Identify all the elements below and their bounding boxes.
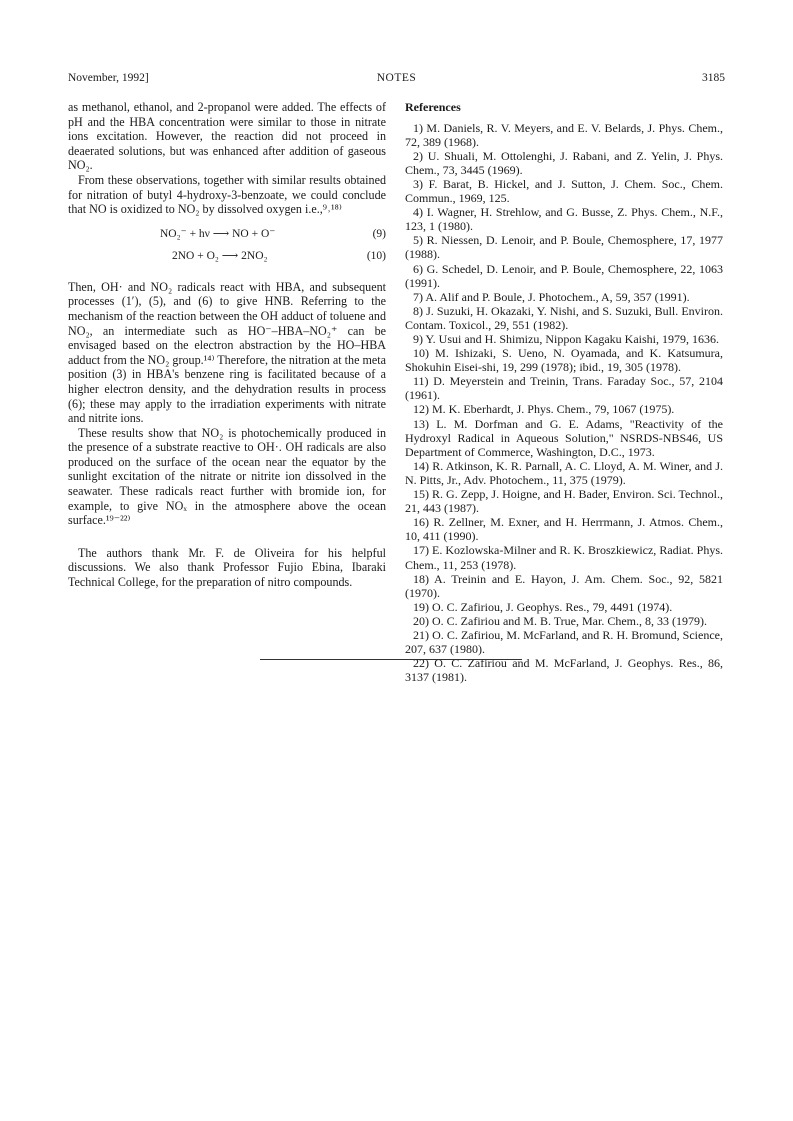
reference-text: 21) O. C. Zafiriou, M. McFarland, and R. H. Bromund, Science, 207, 637 (1980). (405, 627, 723, 657)
equation-10 (68, 249, 386, 271)
reference-item (405, 417, 723, 459)
acknowledgement: The authors thank Mr. F. de Oliveira for his helpful discussions. We also thank Professor Fujio Ebina, Ibaraki Technical College, for the preparation of nitro compounds. (68, 545, 386, 590)
reference-item (405, 614, 723, 628)
reference-text: 14) R. Atkinson, K. R. Parnall, A. C. Lloyd, A. M. Winer, and J. N. Pitts, Jr., Adv. Photochem., 11, 375 (1979). (405, 458, 723, 487)
reference-text: 11) D. Meyerstein and Treinin, Trans. Faraday Soc., 57, 2104 (1961). (405, 374, 723, 403)
reference-item (405, 656, 723, 684)
reference-text: 6) G. Schedel, D. Lenoir, and P. Boule, Chemosphere, 22, 1063 (1991). (405, 261, 723, 290)
equation-9-body: NO₂⁻ + hν ⟶ NO + O⁻ (160, 227, 276, 240)
reference-text: 20) O. C. Zafiriou and M. B. True, Mar. Chem., 8, 33 (1979). (413, 613, 707, 628)
left-column (68, 100, 386, 590)
equation-10-body: 2NO + O₂ ⟶ 2NO₂ (172, 249, 268, 262)
reference-text: 2) U. Shuali, M. Ottolenghi, J. Rabani, and Z. Yelin, J. Phys. Chem., 73, 3445 (1969). (405, 148, 723, 177)
reference-text: 19) O. C. Zafiriou, J. Geophys. Res., 79, 4491 (1974). (413, 599, 673, 614)
journal-date: November, 1992] (68, 72, 149, 84)
reference-item (405, 262, 723, 290)
reference-item (405, 205, 723, 233)
section-title: NOTES (376, 72, 417, 84)
reference-item (405, 600, 723, 614)
paragraph-4: These results show that NO₂ is photochemically produced in the presence of a substrate reactive to OH·. OH radicals are also produced on the surface of the ocean near the equator by the sunlight excitation of the nitrate or nitrite ion dissolved in the seawater. These radicals react further with bromide ion, for example, to give NOₓ in the atmosphere above the ocean surface.¹⁹⁻²²⁾ (68, 425, 386, 528)
reference-item (405, 515, 723, 543)
reference-text: 12) M. K. Eberhardt, J. Phys. Chem., 79, 1067 (1975). (413, 402, 675, 417)
reference-text: 8) J. Suzuki, H. Okazaki, Y. Nishi, and S. Suzuki, Bull. Environ. Contam. Toxicol., 29, 551 (1982). (405, 303, 723, 332)
reference-text: 16) R. Zellner, M. Exner, and H. Herrmann, J. Atmos. Chem., 10, 411 (1990). (405, 515, 723, 544)
reference-item (405, 402, 723, 416)
reference-item (405, 346, 723, 374)
reference-text: 9) Y. Usui and H. Shimizu, Nippon Kagaku Kaishi, 1979, 1636. (413, 332, 719, 346)
reference-text: 18) A. Treinin and E. Hayon, J. Am. Chem. Soc., 92, 5821 (1970). (405, 571, 723, 600)
reference-item (405, 628, 723, 656)
reference-item (405, 543, 723, 571)
reference-item (405, 304, 723, 332)
reference-text: 1) M. Daniels, R. V. Meyers, and E. V. Belards, J. Phys. Chem., 72, 389 (1968). (405, 120, 723, 149)
page-number: 3185 (702, 72, 725, 84)
references-heading: References (405, 100, 461, 114)
references-column (405, 100, 723, 684)
reference-text: 17) E. Kozlowska-Milner and R. K. Broszkiewicz, Radiat. Phys. Chem., 11, 253 (1978). (405, 543, 723, 572)
reference-text: 15) R. G. Zepp, J. Hoigne, and H. Bader, Environ. Sci. Technol., 21, 443 (1987). (405, 487, 723, 516)
equation-10-number: (10) (366, 249, 386, 262)
paragraph-2: From these observations, together with similar results obtained for nitration of butyl 4-hydroxy-3-benzoate, we could conclude that NO is oxidized to NO₂ by dissolved oxygen i.e.,⁹˒¹⁸⁾ (68, 172, 386, 217)
equation-9 (68, 227, 386, 249)
paragraph-1: as methanol, ethanol, and 2-propanol were added. The effects of pH and the HBA concentration were similar to those in nitrate ions excitation. However, the reaction did not proceed in deaerated solutions, but was enhanced after addition of gaseous NO₂. (68, 100, 386, 173)
reference-text: 5) R. Niessen, D. Lenoir, and P. Boule, Chemosphere, 17, 1977 (1988). (405, 233, 723, 262)
paragraph-3: Then, OH· and NO₂ radicals react with HBA, and subsequent processes (1′), (5), and (6) to give HNB. Referring to the mechanism of the reaction between the OH adduct of toluene and NO₂, an intermediate such as HO⁻–HBA–NO₂⁺ can be envisaged based on the electron abstraction by the HO–HBA adduct from the NO₂ group.¹⁴⁾ Therefore, the nitration at the meta position (3) in HBA's benzene ring is facilitated because of a higher electron density, and the dehydration results in process (6); these may apply to the irradiation experiments with nitrate and nitrite ions. (68, 279, 386, 426)
reference-item (405, 572, 723, 600)
reference-item (405, 487, 723, 515)
reference-text: 7) A. Alif and P. Boule, J. Photochem., A, 59, 357 (1991). (413, 289, 690, 304)
reference-item (405, 121, 723, 149)
reference-item (405, 233, 723, 261)
reference-item (405, 374, 723, 402)
reference-text: 22) O. C. Zafiriou and M. McFarland, J. Geophys. Res., 86, 3137 (1981). (405, 656, 723, 685)
reference-item (405, 177, 723, 205)
reference-text: 10) M. Ishizaki, S. Ueno, N. Oyamada, and K. Katsumura, Shokuhin Eisei-shi, 19, 299 (1978); ibid., 19, 305 (1978). (405, 346, 723, 375)
equation-9-number: (9) (372, 227, 386, 240)
page-header (68, 72, 725, 88)
reference-text: 13) L. M. Dorfman and G. E. Adams, "Reactivity of the Hydroxyl Radical in Aqueous Solution," NSRDS-NBS46, US Department of Commerce, Washington, D.C., 1973. (405, 416, 723, 459)
reference-text: 4) I. Wagner, H. Strehlow, and G. Busse, Z. Phys. Chem., N.F., 123, 1 (1980). (405, 205, 723, 234)
end-rule (260, 659, 522, 660)
reference-list (405, 121, 723, 685)
reference-item (405, 149, 723, 177)
reference-item (405, 332, 723, 346)
reference-text: 3) F. Barat, B. Hickel, and J. Sutton, J. Chem. Soc., Chem. Commun., 1969, 125. (405, 176, 723, 206)
reference-item (405, 290, 723, 304)
reference-item (405, 459, 723, 487)
